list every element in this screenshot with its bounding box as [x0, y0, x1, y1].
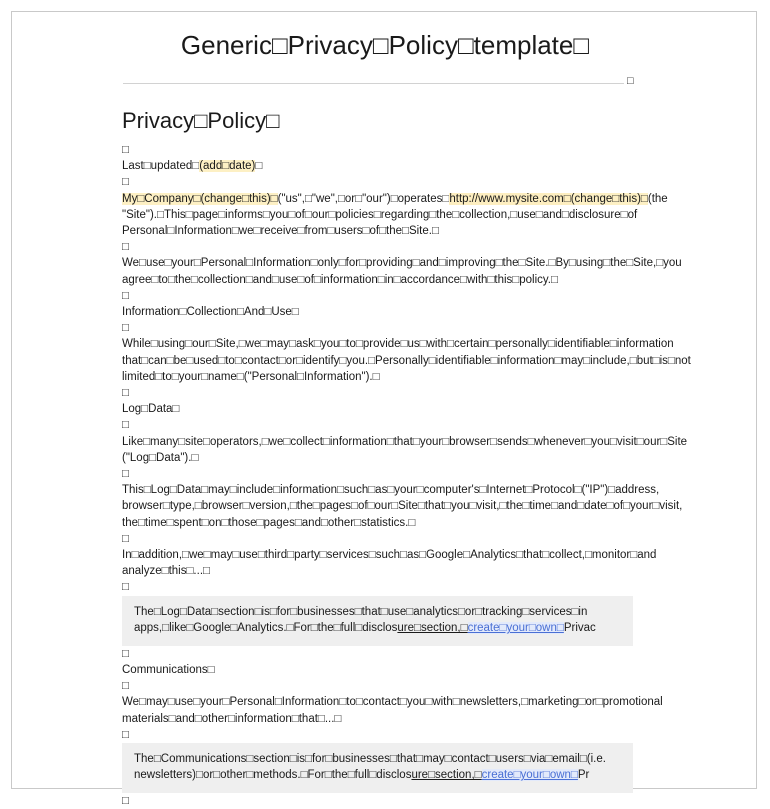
blank-line: □: [122, 176, 129, 189]
communications-paragraph-line-2: materials□and□other□information□that□...□: [122, 712, 342, 725]
note-box-communications: [122, 743, 633, 793]
usage-paragraph-line-1: We□use□your□Personal□Information□only□for□providing□and□improving□the□Site.□By□using□the□Site,□you: [122, 257, 682, 270]
blank-line: □: [122, 387, 129, 400]
subheading-log-data: Log□Data□: [122, 403, 180, 416]
pii-paragraph-line-2: that□can□be□used□to□contact□or□identify□you.□Personally□identifiable□information□may□include,□but□is□not: [122, 354, 691, 367]
note-log-data-line-2: [134, 620, 621, 637]
blank-line: □: [122, 241, 129, 254]
change-this-placeholder: (change□this)□: [570, 192, 648, 205]
create-your-own-link[interactable]: create□your□own□: [481, 769, 578, 782]
company-paragraph-line-2: "Site").□This□page□informs□you□of□our□policies□regarding□the□collection,□use□and□disclosure□of: [122, 208, 638, 221]
note-communications-text: newsletters)□or□other□methods.□For□the□full□disclos: [134, 769, 412, 782]
document-page: [11, 11, 757, 807]
subheading-information-collection: Information□Collection□And□Use□: [122, 306, 299, 319]
blank-line: □: [122, 289, 129, 302]
log-data-paragraph-line-1: Like□many□site□operators,□we□collect□information□that□your□browser□sends□whenever□you□visit□our□Site: [122, 435, 688, 448]
blank-line: □: [122, 322, 129, 335]
company-paragraph-mid: ("us",□"we",□or□"our")□operates□: [277, 192, 450, 205]
note-communications-tail: Pr: [577, 769, 590, 782]
note-log-data-tail: Privac: [563, 622, 596, 635]
title-divider: [123, 83, 624, 84]
last-updated-suffix: □: [255, 160, 263, 173]
create-your-own-link[interactable]: create□your□own□: [467, 622, 564, 635]
note-box-log-data: [122, 596, 633, 646]
subheading-communications: Communications□: [122, 663, 215, 676]
page-heading: Privacy□Policy□: [122, 108, 280, 133]
company-paragraph-line-3: Personal□Information□we□receive□from□users□of□the□Site.□: [122, 225, 439, 238]
last-updated-placeholder: (add□date): [199, 160, 256, 173]
log-detail-paragraph-line-2: browser□type,□browser□version,□the□pages□of□our□Site□that□you□visit,□the□time□and□date□of□your□visit,: [122, 500, 683, 513]
log-detail-paragraph-line-1: This□Log□Data□may□include□information□such□as□your□computer's□Internet□Protocol□("IP")□address,: [122, 484, 660, 497]
title-divider-marker: □: [627, 75, 634, 87]
blank-line: □: [122, 419, 129, 432]
pii-paragraph-line-1: While□using□our□Site,□we□may□ask□you□to□provide□us□with□certain□personally□identifiable□information: [122, 338, 674, 351]
pii-paragraph-line-3: limited□to□your□name□("Personal□Information").□: [122, 370, 380, 383]
usage-paragraph-line-2: agree□to□the□collection□and□use□of□information□in□accordance□with□this□policy.□: [122, 273, 558, 286]
log-data-paragraph-line-2: ("Log□Data").□: [122, 451, 199, 464]
third-party-paragraph-line-2: analyze□this□...□: [122, 565, 210, 578]
third-party-paragraph-line-1: In□addition,□we□may□use□third□party□services□such□as□Google□Analytics□that□collect,□monitor□and: [122, 549, 657, 562]
document-title: Generic□Privacy□Policy□template□: [180, 30, 590, 60]
blank-line: □: [122, 794, 129, 807]
note-communications-line-2: [134, 767, 621, 784]
blank-line: □: [122, 532, 129, 545]
last-updated-line: [122, 158, 689, 174]
blank-line: □: [122, 468, 129, 481]
site-url-placeholder: http://www.mysite.com□: [449, 192, 571, 205]
company-paragraph-line-1: [122, 191, 689, 207]
last-updated-prefix: Last□updated□: [122, 160, 200, 173]
note-communications-line-1: The□Communications□section□is□for□businesses□that□may□contact□users□via□email□(i.e.: [134, 752, 606, 765]
blank-line: □: [122, 581, 129, 594]
company-name-placeholder: My□Company□(change□this)□: [122, 192, 278, 205]
note-log-data-text: apps,□like□Google□Analytics.□For□the□full□disclos: [134, 622, 398, 635]
blank-line: □: [122, 647, 129, 660]
blank-line: □: [122, 144, 129, 156]
communications-paragraph-line-1: We□may□use□your□Personal□Information□to□contact□you□with□newsletters,□marketing□or□promotional: [122, 696, 663, 709]
company-paragraph-tail: (the: [647, 192, 668, 205]
document-content: [122, 108, 691, 807]
note-log-data-underlined: ure□section,□: [397, 622, 468, 635]
blank-line: □: [122, 680, 129, 693]
note-log-data-line-1: The□Log□Data□section□is□for□businesses□that□use□analytics□or□tracking□services□in: [134, 605, 588, 618]
note-communications-underlined: ure□section,□: [411, 769, 482, 782]
blank-line: □: [122, 728, 129, 741]
log-detail-paragraph-line-3: the□time□spent□on□those□pages□and□other□statistics.□: [122, 516, 416, 529]
